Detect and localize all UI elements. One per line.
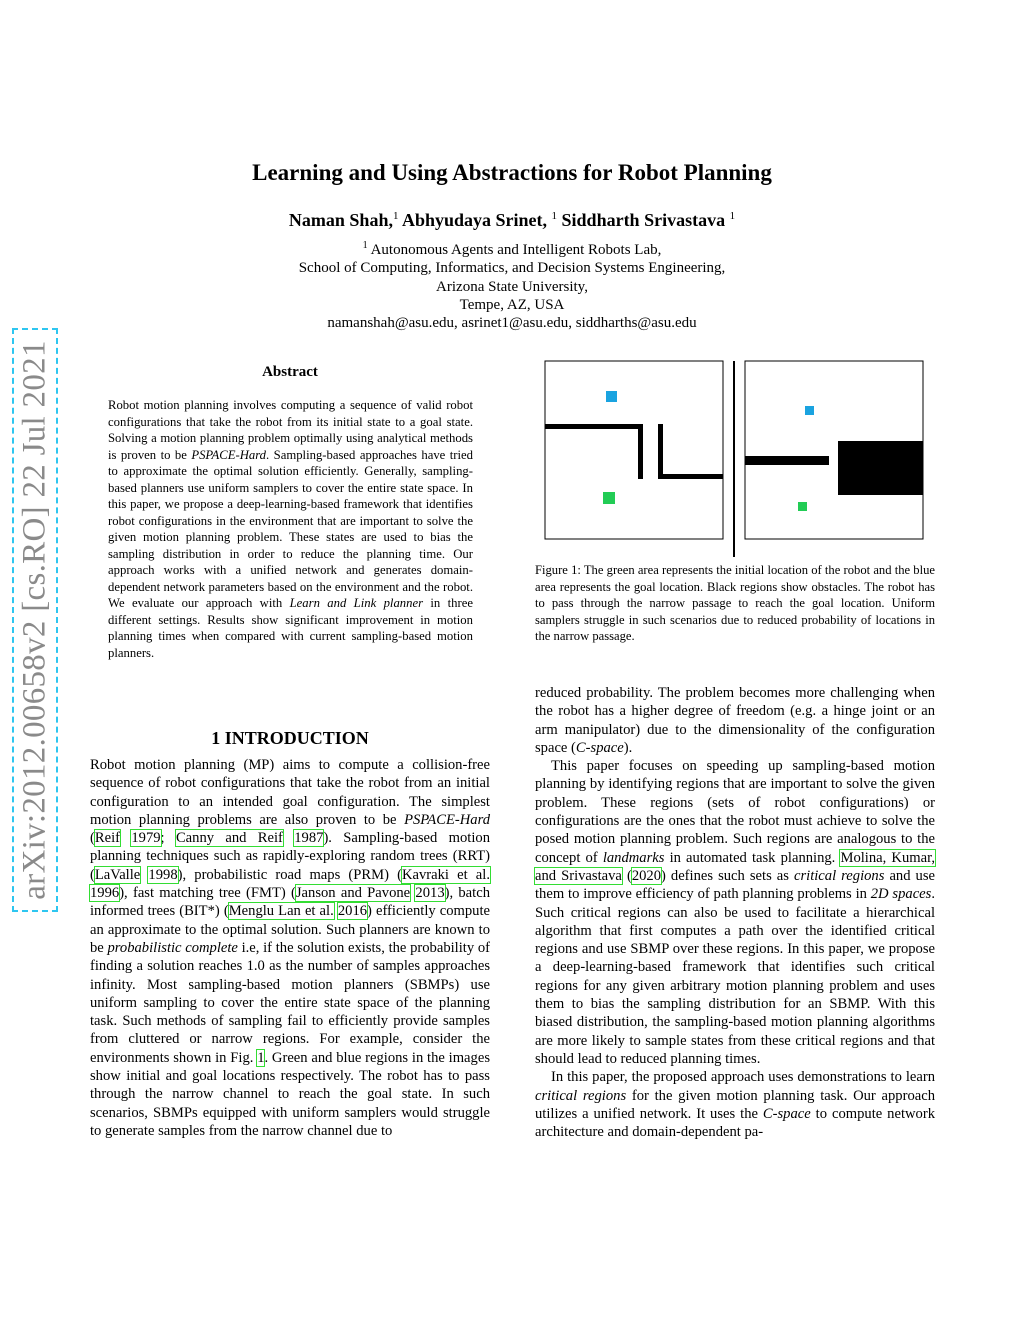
affiliation-line: Arizona State University, — [436, 278, 588, 295]
start-region-left — [603, 492, 615, 504]
intro-paragraph — [535, 757, 935, 1068]
affiliation-line: Autonomous Agents and Intelligent Robots Lab, — [370, 242, 662, 258]
text-run: ( — [90, 830, 95, 847]
citation-link[interactable]: Janson and Pavone — [295, 885, 411, 902]
text-run: ). Sampling-based motion planning techniques such as rapidly-exploring random trees (RRT) ( — [90, 830, 490, 883]
citation-link[interactable]: 1979 — [131, 830, 161, 847]
obstacle-block — [838, 441, 923, 495]
text-run: reduced probability. The problem becomes more challenging when the robot has a higher degree of freedom (e.g. a hinge joint or an arm manipulator) due to the dimensionality of the configuration space ( — [535, 685, 935, 756]
citation-link[interactable]: Kavraki et al. — [401, 866, 490, 883]
affiliation-line: School of Computing, Informatics, and Decision Systems Engineering, — [298, 260, 726, 277]
author-list — [0, 210, 1024, 231]
figure-1-environments — [535, 358, 935, 558]
abstract-text: in three different settings. Results show significant improvement in motion planning times when compared with current sampling-based motion planners. — [108, 596, 473, 660]
intro-paragraph — [535, 684, 935, 757]
emphasis: critical regions — [535, 1087, 627, 1104]
text-run: Robot motion planning (MP) aims to compute a collision-free sequence of robot configurations that take the robot from an initial configuration to an intended goal configuration. The simplest motion planning problems are also proven to be — [90, 757, 490, 828]
emphasis: PSPACE-Hard — [404, 811, 490, 828]
text-run: This paper focuses on speeding up sampling-based motion planning by identifying regions that are important to solve the given problem. These regions (sets of robot configurations) or configurations are the ones that the robot must achieve to solve the posed motion planning problem. Such regions are analogous to the concept of — [535, 758, 935, 866]
abstract-emphasis: PSPACE-Hard — [191, 447, 267, 462]
text-run: ), probabilistic road maps (PRM) ( — [177, 866, 402, 883]
text-run: i.e, if the solution exists, the probability of finding a solution reaches 1.0 as the number of samples approaches infinity. Most sampling-based motion planners (SBMPs) use uniform sampling to cover the entire state space of the planning task. Such methods of sampling fail to efficiently provide samples from cluttered or narrow regions. For example, consider the environments shown in Fig. — [90, 939, 490, 1066]
emphasis: C-space — [575, 739, 624, 756]
author-name: Siddharth Srivastava — [561, 210, 726, 230]
figure-1-caption: Figure 1: The green area represents the initial location of the robot and the blue area represents the goal location. Black regions show obstacles. The robot has to pass through the narrow passage to reach the goal location. Uniform samplers struggle in such scenarios due to reduced probability of locations in the narrow passage. — [535, 563, 935, 643]
emphasis: probabilistic complete — [107, 939, 238, 956]
text-run: ), batch informed trees (BIT*) ( — [90, 885, 490, 920]
citation-link[interactable]: 2016 — [337, 903, 368, 920]
author-name: Abhyudaya Srinet, — [401, 210, 548, 230]
text-run: ). — [623, 739, 633, 756]
text-run: ) efficiently compute an approximate to the optimal solution. Such planners are known to be — [90, 903, 491, 956]
abstract-text: Robot motion planning involves computing a sequence of valid robot configurations that take the robot from its initial state to a goal state. Solving a motion planning problem optimally using analytical methods is proven to be — [108, 398, 473, 462]
obstacle-wall — [658, 424, 663, 479]
citation-link[interactable]: Molina, Kumar, and Srivastava — [535, 849, 935, 884]
emphasis: critical regions — [793, 867, 885, 884]
figure-reference-link[interactable]: 1 — [257, 1049, 265, 1066]
obstacle-wall — [658, 474, 723, 479]
emphasis: C-space — [762, 1105, 811, 1122]
author-affil-mark: 1 — [729, 210, 736, 222]
figure-separator — [733, 361, 735, 557]
obstacle-bar — [745, 456, 829, 465]
intro-paragraph — [535, 1068, 935, 1141]
goal-region-left — [606, 391, 617, 402]
abstract-body — [108, 397, 473, 661]
citation-link[interactable]: 1998 — [148, 866, 178, 883]
citation-link[interactable]: LaValle — [94, 866, 141, 883]
emphasis: 2D spaces — [870, 886, 932, 903]
text-run: and use them to improve efficiency of path planning problems in — [535, 867, 936, 903]
text-run: ( — [621, 867, 632, 884]
arxiv-stamp[interactable] — [12, 328, 58, 912]
text-run: ; — [160, 830, 176, 847]
section-heading-introduction: 1 INTRODUCTION — [211, 728, 369, 748]
left-column-text — [90, 756, 490, 1140]
text-run: for the given motion planning task. Our approach utilizes a unified network. It uses the — [535, 1087, 935, 1122]
text-run: in automated task planning. — [664, 849, 841, 866]
citation-link[interactable]: Reif — [94, 830, 121, 847]
paper-title: Learning and Using Abstractions for Robot Planning — [252, 160, 772, 185]
affiliation-line: Tempe, AZ, USA — [459, 296, 565, 313]
text-run: . Green and blue regions in the images show initial and goal locations respectively. The robot has to pass through the narrow channel to reach the goal state. In such scenarios, SBMPs equipped with uniform samplers would struggle to generate samples from the narrow channel due to — [90, 1049, 490, 1139]
citation-link[interactable]: Menglu Lan et al. — [228, 903, 334, 920]
affiliation-block — [0, 237, 1024, 332]
emphasis: landmarks — [602, 849, 665, 866]
author-affil-mark: 1 — [392, 210, 399, 222]
citation-link[interactable]: 2013 — [415, 885, 445, 902]
right-column-text — [535, 684, 935, 1141]
text-run: ), fast matching tree (FMT) ( — [119, 885, 296, 902]
abstract-heading: Abstract — [262, 364, 318, 380]
text-run: ) defines such sets as — [661, 867, 794, 884]
intro-paragraph — [90, 756, 490, 1140]
author-affil-mark: 1 — [551, 210, 558, 222]
citation-link[interactable]: 2020 — [631, 867, 661, 884]
start-region-right — [798, 502, 807, 511]
author-name: Naman Shah, — [288, 210, 393, 230]
text-run: In this paper, the proposed approach uses demonstrations to learn — [551, 1069, 935, 1086]
affiliation-mark: 1 — [362, 240, 368, 251]
environment-frame-left — [545, 361, 723, 539]
citation-link[interactable]: 1996 — [90, 885, 120, 902]
abstract-text: . Sampling-based approaches have tried to approximate the optimal solution efficiently. Generally, sampling-based planners use uniform samplers to cover the entire state space. In this paper, we propose a deep-learning-based framework that identifies robot configurations in the environment that are important to solve the given motion planning problem. These states are used to bias the sampling distribution in order to reduce the planning time. Our approach works with a unified network and generates domain-dependent network parameters based on the environment and the robot. We evaluate our approach with — [108, 447, 473, 610]
goal-region-right — [805, 406, 814, 415]
citation-link[interactable]: 1987 — [294, 830, 324, 847]
text-run: . Such critical regions can also be used to facilitate a hierarchical algorithm that first computes a path over the identified critical regions and use SBMP over these regions. In this paper, we propose a deep-learning-based framework that identifies such critical regions for any given arbitrary motion planning problem and uses them to bias the sampling distribution for an SBMP. With this biased distribution, the sampling-based motion planning algorithms are more likely to sample states from these critical regions and that should lead to reduced planning times. — [535, 886, 935, 1067]
arxiv-identifier[interactable]: arXiv:2012.00658v2 [cs.RO] 22 Jul 2021 — [16, 340, 53, 900]
text-run: to compute network architecture and domain-dependent pa- — [535, 1105, 935, 1141]
abstract-emphasis: Learn and Link planner — [289, 596, 424, 610]
obstacle-wall — [638, 424, 643, 479]
obstacle-wall — [545, 424, 643, 429]
citation-link[interactable]: Canny and Reif — [175, 830, 283, 847]
author-emails: namanshah@asu.edu, asrinet1@asu.edu, siddharths@asu.edu — [327, 315, 697, 332]
